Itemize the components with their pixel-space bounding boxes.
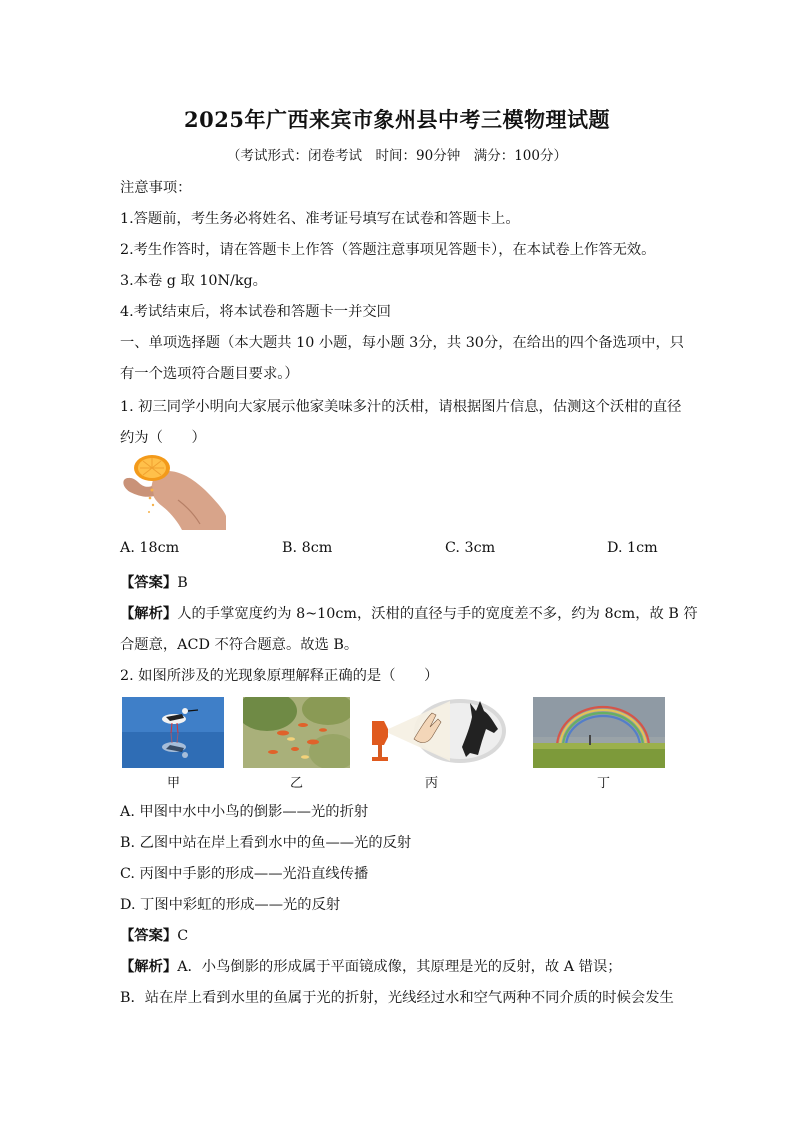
question-2-option-c: C. 丙图中手影的形成——光沿直线传播 [120,866,369,882]
rainbow-field-image [533,697,665,768]
section-heading-cont: 有一个选项符合题目要求。） [120,366,299,382]
fish-pond-image [243,697,350,768]
question-1-analysis [120,603,698,623]
answer-tag: 【答案】 [120,928,178,944]
question-1-option-c: C. 3cm [445,540,496,556]
figure-caption-ding: 丁 [597,776,611,791]
figure-caption-jia: 甲 [167,776,181,791]
question-2-answer [120,925,188,945]
note-item: 4.考试结束后，将本试卷和答题卡一并交回 [120,304,391,320]
answer-tag: 【答案】 [120,575,178,591]
note-item: 2.考生作答时，请在答题卡上作答（答题注意事项见答题卡），在本试卷上作答无效。 [120,242,656,258]
analysis-text: 人的手掌宽度约为 8~10cm，沃柑的直径与手的宽度差不多，约为 8cm，故 B 符 [177,606,698,622]
note-item: 3.本卷 g 取 10N/kg。 [120,273,267,289]
answer-value: C [177,928,189,944]
question-1-analysis-cont: 合题意，ACD 不符合题意。故选 B。 [120,637,359,653]
question-1-answer [120,572,188,592]
question-2-option-a: A. 甲图中水中小鸟的倒影——光的折射 [120,804,369,820]
notes-heading: 注意事项： [120,180,192,196]
question-2-stem: 2. 如图所涉及的光现象原理解释正确的是（ ） [120,668,439,684]
question-2-option-d: D. 丁图中彩虹的形成——光的反射 [120,897,341,913]
exam-info: （考试形式：闭卷考试 时间：90分钟 满分：100分） [227,148,567,164]
analysis-tag: 【解析】 [120,606,178,622]
question-2-analysis-cont: B．站在岸上看到水里的鱼属于光的折射，光线经过水和空气两种不同介质的时候会发生 [120,990,674,1006]
figure-caption-yi: 乙 [290,776,304,791]
answer-value: B [177,575,188,591]
analysis-text: A．小鸟倒影的形成属于平面镜成像，其原理是光的反射，故 A 错误； [177,959,622,975]
question-2-analysis [120,956,622,976]
question-1-option-b: B. 8cm [282,540,333,556]
hand-shadow-image [366,697,508,768]
page-title: 2025年广西来宾市象州县中考三模物理试题 [184,107,610,132]
bird-reflection-image [122,697,224,768]
question-1-option-d: D. 1cm [607,540,658,556]
question-2-option-b: B. 乙图中站在岸上看到水中的鱼——光的反射 [120,835,412,851]
analysis-tag: 【解析】 [120,959,178,975]
question-1-stem-cont: 约为（ ） [120,430,206,446]
figure-caption-bing: 丙 [425,776,439,791]
question-1-stem: 1. 初三同学小明向大家展示他家美味多汁的沃柑，请根据图片信息，估测这个沃柑的直径 [120,399,682,415]
question-1-option-a: A. 18cm [120,540,180,556]
section-heading: 一、单项选择题（本大题共 10 小题，每小题 3分，共 30分，在给出的四个备选项中，只 [120,335,685,351]
note-item: 1.答题前，考生务必将姓名、准考证号填写在试卷和答题卡上。 [120,211,520,227]
orange-hand-image [120,450,226,530]
